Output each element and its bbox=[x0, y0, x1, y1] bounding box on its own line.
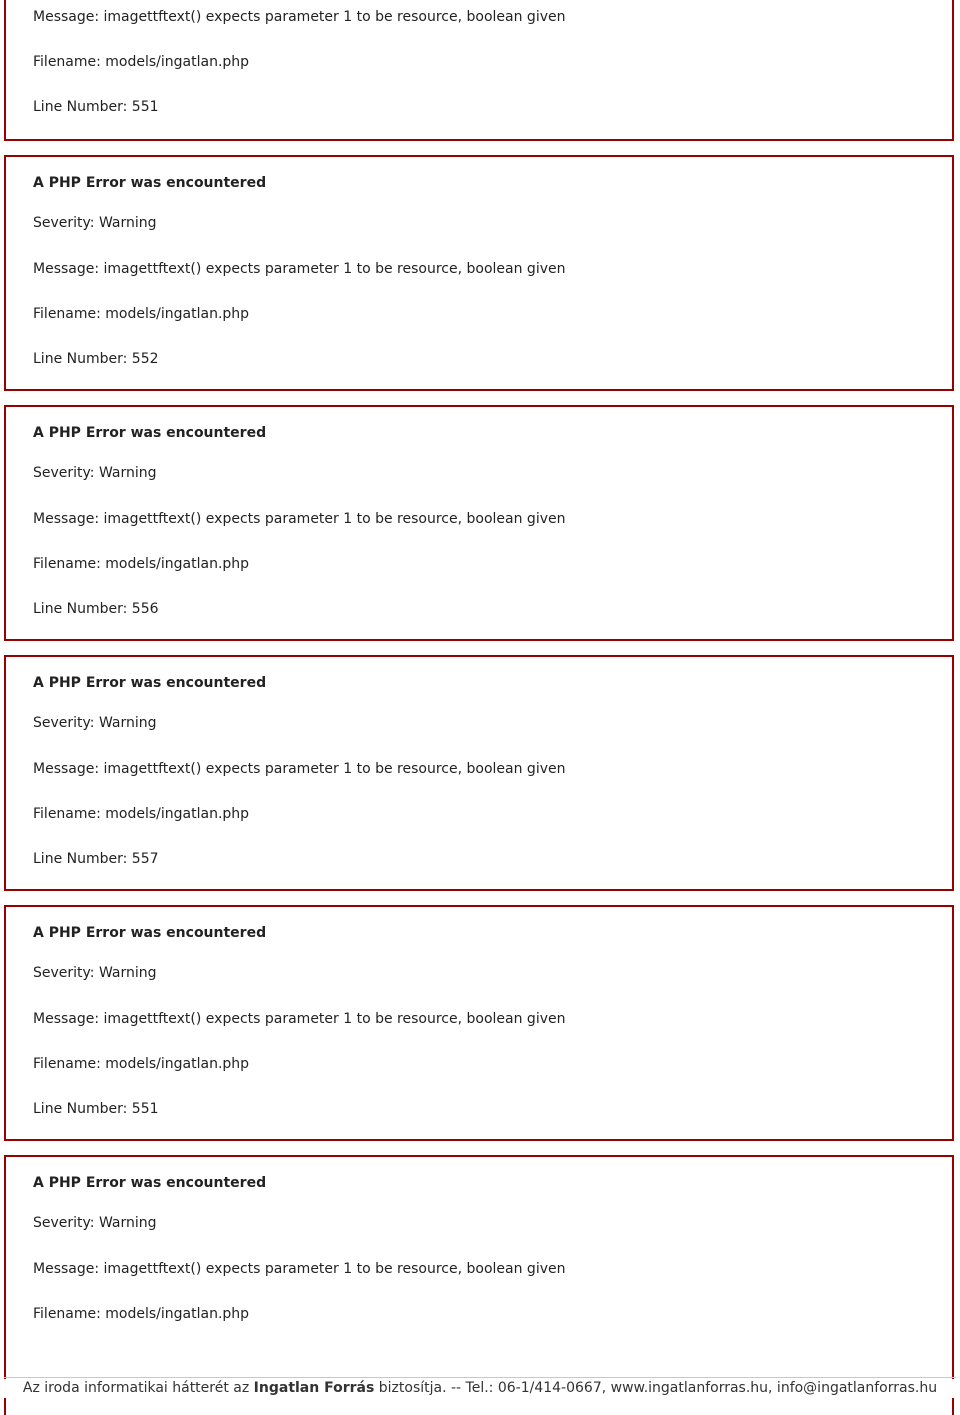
php-error-box bbox=[4, 405, 954, 641]
error-severity: Severity: Warning bbox=[33, 715, 157, 731]
error-message: Message: imagettftext() expects parameter 1 to be resource, boolean given bbox=[33, 261, 566, 277]
error-message: Message: imagettftext() expects parameter 1 to be resource, boolean given bbox=[33, 761, 566, 777]
php-error-box bbox=[4, 0, 954, 141]
php-error-box bbox=[4, 1155, 954, 1415]
error-message: Message: imagettftext() expects parameter 1 to be resource, boolean given bbox=[33, 9, 566, 25]
error-filename: Filename: models/ingatlan.php bbox=[33, 306, 250, 322]
footer-text-prefix: Az iroda informatikai hátterét az bbox=[22, 1380, 254, 1396]
error-severity: Severity: Warning bbox=[33, 215, 157, 231]
footer-brand: Ingatlan Forrás bbox=[253, 1380, 375, 1396]
error-heading: A PHP Error was encountered bbox=[33, 925, 267, 941]
error-severity: Severity: Warning bbox=[33, 965, 157, 981]
error-severity: Severity: Warning bbox=[33, 465, 157, 481]
php-error-box bbox=[4, 655, 954, 891]
error-line-number: Line Number: 552 bbox=[33, 351, 159, 367]
error-line-number: Line Number: 551 bbox=[33, 99, 159, 115]
error-message: Message: imagettftext() expects parameter 1 to be resource, boolean given bbox=[33, 1261, 566, 1277]
error-filename: Filename: models/ingatlan.php bbox=[33, 1306, 250, 1322]
error-filename: Filename: models/ingatlan.php bbox=[33, 54, 250, 70]
error-severity: Severity: Warning bbox=[33, 1215, 157, 1231]
error-filename: Filename: models/ingatlan.php bbox=[33, 1056, 250, 1072]
error-line-number: Line Number: 557 bbox=[33, 851, 159, 867]
error-message: Message: imagettftext() expects parameter 1 to be resource, boolean given bbox=[33, 1011, 566, 1027]
error-heading: A PHP Error was encountered bbox=[33, 425, 267, 441]
error-filename: Filename: models/ingatlan.php bbox=[33, 806, 250, 822]
error-line-number: Line Number: 556 bbox=[33, 601, 159, 617]
error-heading: A PHP Error was encountered bbox=[33, 175, 267, 191]
php-error-box bbox=[4, 155, 954, 391]
footer-contact-text: biztosítja. -- Tel.: 06-1/414-0667, www.ingatlanforras.hu, info@ingatlanforras.hu bbox=[374, 1380, 938, 1396]
error-message: Message: imagettftext() expects parameter 1 to be resource, boolean given bbox=[33, 511, 566, 527]
error-line-number: Line Number: 551 bbox=[33, 1101, 159, 1117]
footer-divider bbox=[4, 1377, 956, 1378]
error-heading: A PHP Error was encountered bbox=[33, 1175, 267, 1191]
php-error-box bbox=[4, 905, 954, 1141]
error-heading: A PHP Error was encountered bbox=[33, 675, 267, 691]
error-filename: Filename: models/ingatlan.php bbox=[33, 556, 250, 572]
site-footer bbox=[0, 1379, 960, 1398]
